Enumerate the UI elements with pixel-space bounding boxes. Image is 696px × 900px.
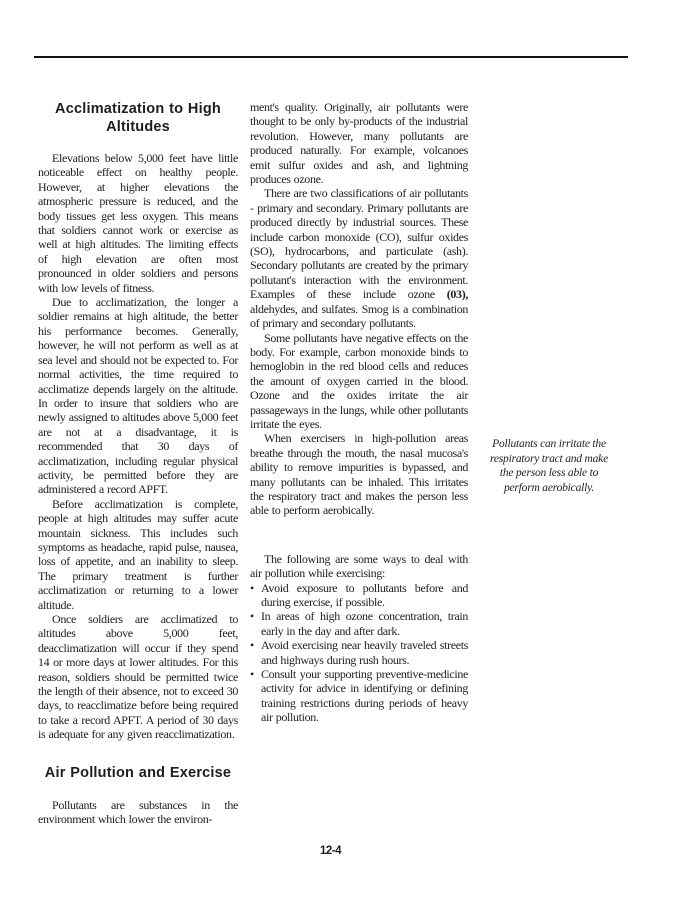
paragraph-mountain-sickness: Before acclimatization is complete, people at high altitudes may suffer acute mountain sickness. This includes such symptoms as headache, rapid pulse, nausea, loss of appetite, and an inability to sleep. The primary treatment is further acclimatization or returning to a lower altitude. (38, 496, 238, 612)
left-column (38, 100, 238, 826)
paragraph-classifications (250, 186, 468, 330)
list-item (250, 581, 468, 610)
top-rule (34, 56, 628, 58)
section-heading-air-pollution: Air Pollution and Exercise (44, 764, 232, 781)
bullet-icon: • (250, 667, 254, 682)
right-column (250, 100, 468, 725)
paragraph-acclimatization: Due to acclimatization, the longer a soldier remains at high altitude, the better his performance becomes. Generally, however, he will not perform as well as at sea level and should not be expected to. For normal activities, the time required to acclimatize depends largely on the altitude. In order to insure that soldiers who are newly assigned to altitudes above 5,000 feet are not at a disadvantage, it is recommended that 30 days of acclimatization, including regular physical activity, be permitted before they are administered a record APFT. (38, 295, 238, 497)
paragraph-pollutants-intro: Pollutants are substances in the environment which lower the environ- (38, 797, 238, 827)
paragraph-negative-effects: Some pollutants have negative effects on the body. For example, carbon monoxide binds to hemoglobin in the red blood cells and reduces the amount of oxygen carried in the blood. Ozone and the oxides irritate the air passageways in the lungs, while other pollutants irritate the eyes. (250, 330, 468, 431)
list-item-text: Avoid exercising near heavily traveled streets and highways during rush hours. (261, 638, 468, 667)
paragraph-exercisers: When exercisers in high-pollution areas breathe through the mouth, the nasal mucosa's ability to remove impurities is bypassed, and many pollutants can be inhaled. This irritates the respiratory tract and makes the person less able to perform aerobically. (250, 431, 468, 518)
paragraph-deacclimatization: Once soldiers are acclimatized to altitudes above 5,000 feet, deacclimatization will occur if they spend 14 or more days at lower altitudes. For this reason, soldiers should be permitted twice the length of their absence, not to exceed 30 days, to reacclimatize before being required to take a record APFT. A period of 30 days is adequate for any given reacclimatization. (38, 612, 238, 742)
paragraph-quality: ment's quality. Originally, air pollutants were thought to be only by-products of the industrial revolution. However, many pollutants are produced naturally. For example, volcanoes emit sulfur oxides and ash, and lightning produces ozone. (250, 100, 468, 187)
bullet-icon: • (250, 580, 254, 595)
margin-note: Pollutants can irritate the respiratory tract and make the person less able to perform aerobically. (490, 438, 608, 494)
ozone-formula-bold: (03), (446, 287, 468, 302)
list-item (250, 638, 468, 667)
list-item (250, 667, 468, 725)
bullet-icon: • (250, 638, 254, 653)
section-heading-acclimatization: Acclimatization to High Altitudes (55, 101, 221, 135)
pollution-tips-list (250, 581, 468, 725)
paragraph-ways-to-deal: The following are some ways to deal with air pollution while exercising: (250, 551, 468, 581)
list-item-text: Avoid exposure to pollutants before and during exercise, if possible. (261, 580, 468, 609)
list-item-text: Consult your supporting preventive-medicine activity for advice in identifying or defining training restrictions during periods of heavy air pollution. (261, 667, 468, 725)
classifications-text-post: aldehydes, and sulfates. Smog is a combination of primary and secondary pollutants. (250, 301, 468, 331)
paragraph-elevations: Elevations below 5,000 feet have little noticeable effect on healthy people. However, at higher elevations the atmospheric pressure is reduced, and the body tissues get less oxygen. This means that soldiers cannot work or exercise as well at high altitudes. The limiting effects of high elevation are often most pronounced in older soldiers and persons with low levels of fitness. (38, 151, 238, 295)
list-item-text: In areas of high ozone concentration, train early in the day and after dark. (261, 609, 468, 638)
page-number: 12-4 (320, 845, 342, 857)
classifications-text-pre: There are two classifications of air pollutants - primary and secondary. Primary pollutants are produced directly by industrial sources. These include carbon monoxide (CO), sulfur oxides (SO), hydrocarbons, and particulate (ash). Secondary pollutants are created by the primary pollutant's interaction with the environment. Examples of these include ozone (250, 186, 468, 302)
list-item (250, 609, 468, 638)
bullet-icon: • (250, 609, 254, 624)
